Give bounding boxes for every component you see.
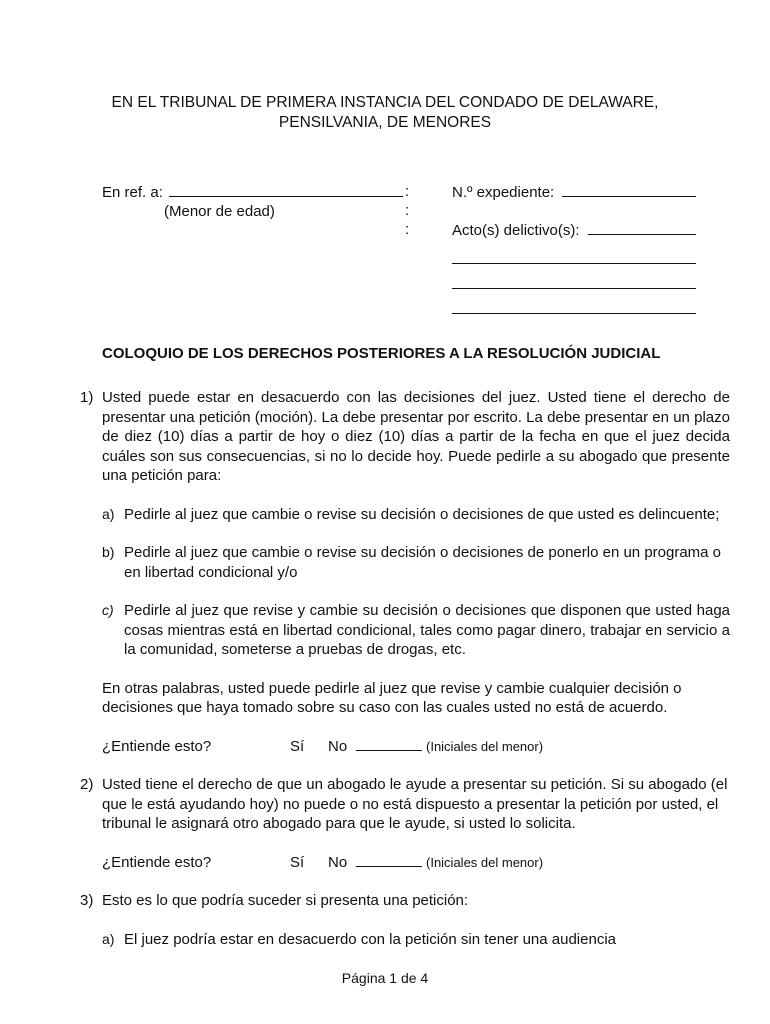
document-body (80, 388, 730, 968)
initials-label: (Iniciales del menor) (426, 854, 544, 870)
list-item (80, 388, 730, 486)
question-row-1 (102, 737, 730, 757)
docket-field[interactable] (562, 182, 696, 197)
summary-paragraph: En otras palabras, usted puede pedirle al juez que revise y cambie cualquier decisión o decisiones que haya tomado sobre su caso con las cuales usted no está de acuerdo. (102, 679, 682, 716)
sub-text: Pedirle al juez que cambie o revise su decisión o decisiones de ponerlo en un programa o en libertad condicional y/o (124, 544, 722, 581)
yes-option[interactable]: Sí (290, 737, 305, 755)
no-option[interactable]: No (328, 737, 348, 755)
offense-field-2[interactable] (452, 262, 696, 264)
section-title: COLOQUIO DE LOS DERECHOS POSTERIORES A LA RESOLUCIÓN JUDICIAL (102, 345, 661, 362)
minor-label: (Menor de edad) (164, 203, 275, 220)
sub-text: El juez podría estar en desacuerdo con la petición sin tener una audiencia (124, 930, 616, 948)
offense-label: Acto(s) delictivo(s): (452, 222, 580, 239)
item-number: 1) (80, 389, 94, 406)
initials-field[interactable] (356, 854, 422, 867)
sub-item (102, 543, 730, 582)
sub-text: Pedirle al juez que cambie o revise su decisión o decisiones de que usted es delincuente; (124, 505, 720, 523)
court-header (0, 93, 770, 133)
page-footer: Página 1 de 4 (341, 970, 429, 986)
item-text: Usted tiene el derecho de que un abogado le ayude a presentar su petición. Si su abogado (el que le está ayudando hoy) no puede o no está dispuesto a presentar la petición por usted, el tribunal le asignará otro abogado para que le ayude, si usted lo solicita. (102, 776, 728, 832)
colon-3: : (405, 221, 410, 238)
colon-2: : (405, 202, 410, 219)
caption-colons (405, 182, 409, 239)
item-text: Usted puede estar en desacuerdo con las decisiones del juez. Usted tiene el derecho de presentar una petición (moción). La debe presentar por escrito. La debe presentar en un plazo de diez (10) días a partir de hoy o diez (10) días a partir de la fecha en que el juez decida cuáles son sus consecuencias, si no lo decide hoy. Puede pedirle a su abogado que presente una petición para: (102, 389, 730, 484)
sub-letter: c) (102, 602, 114, 618)
header-line-2: PENSILVANIA, DE MENORES (278, 114, 492, 131)
yes-option[interactable]: Sí (290, 853, 305, 871)
question-row-2 (102, 853, 730, 873)
offense-field-1[interactable] (588, 220, 696, 235)
no-option[interactable]: No (328, 853, 348, 871)
item-number: 2) (80, 776, 94, 793)
initials-label: (Iniciales del menor) (426, 738, 544, 754)
colon-1: : (405, 183, 410, 200)
question-text: ¿Entiende esto? (102, 737, 212, 755)
item-text: Esto es lo que podría suceder si presenta una petición: (102, 892, 469, 909)
initials-field[interactable] (356, 738, 422, 751)
item-number: 3) (80, 892, 94, 909)
question-text: ¿Entiende esto? (102, 853, 212, 871)
sub-letter: a) (102, 930, 115, 947)
header-line-1: EN EL TRIBUNAL DE PRIMERA INSTANCIA DEL CONDADO DE DELAWARE, (111, 94, 659, 111)
list-item (80, 891, 730, 911)
sub-text: Pedirle al juez que revise y cambie su decisión o decisiones que disponen que usted haga cosas mientras está en libertad condicional, tales como pagar dinero, trabajar en servicio a la comunidad, someterse a pruebas de drogas, etc. (124, 602, 730, 658)
caption-right (452, 182, 696, 337)
ref-label: En ref. a: (102, 184, 163, 201)
caption-left (102, 182, 403, 222)
sub-letter: a) (102, 505, 115, 522)
minor-name-field[interactable] (169, 182, 403, 197)
sub-letter: b) (102, 544, 115, 560)
list-item (80, 775, 730, 834)
offense-field-4[interactable] (452, 312, 696, 314)
sub-item (102, 505, 730, 525)
sub-item (102, 930, 730, 950)
offense-field-3[interactable] (452, 287, 696, 289)
sub-item (102, 601, 730, 660)
docket-label: N.º expediente: (452, 184, 555, 201)
